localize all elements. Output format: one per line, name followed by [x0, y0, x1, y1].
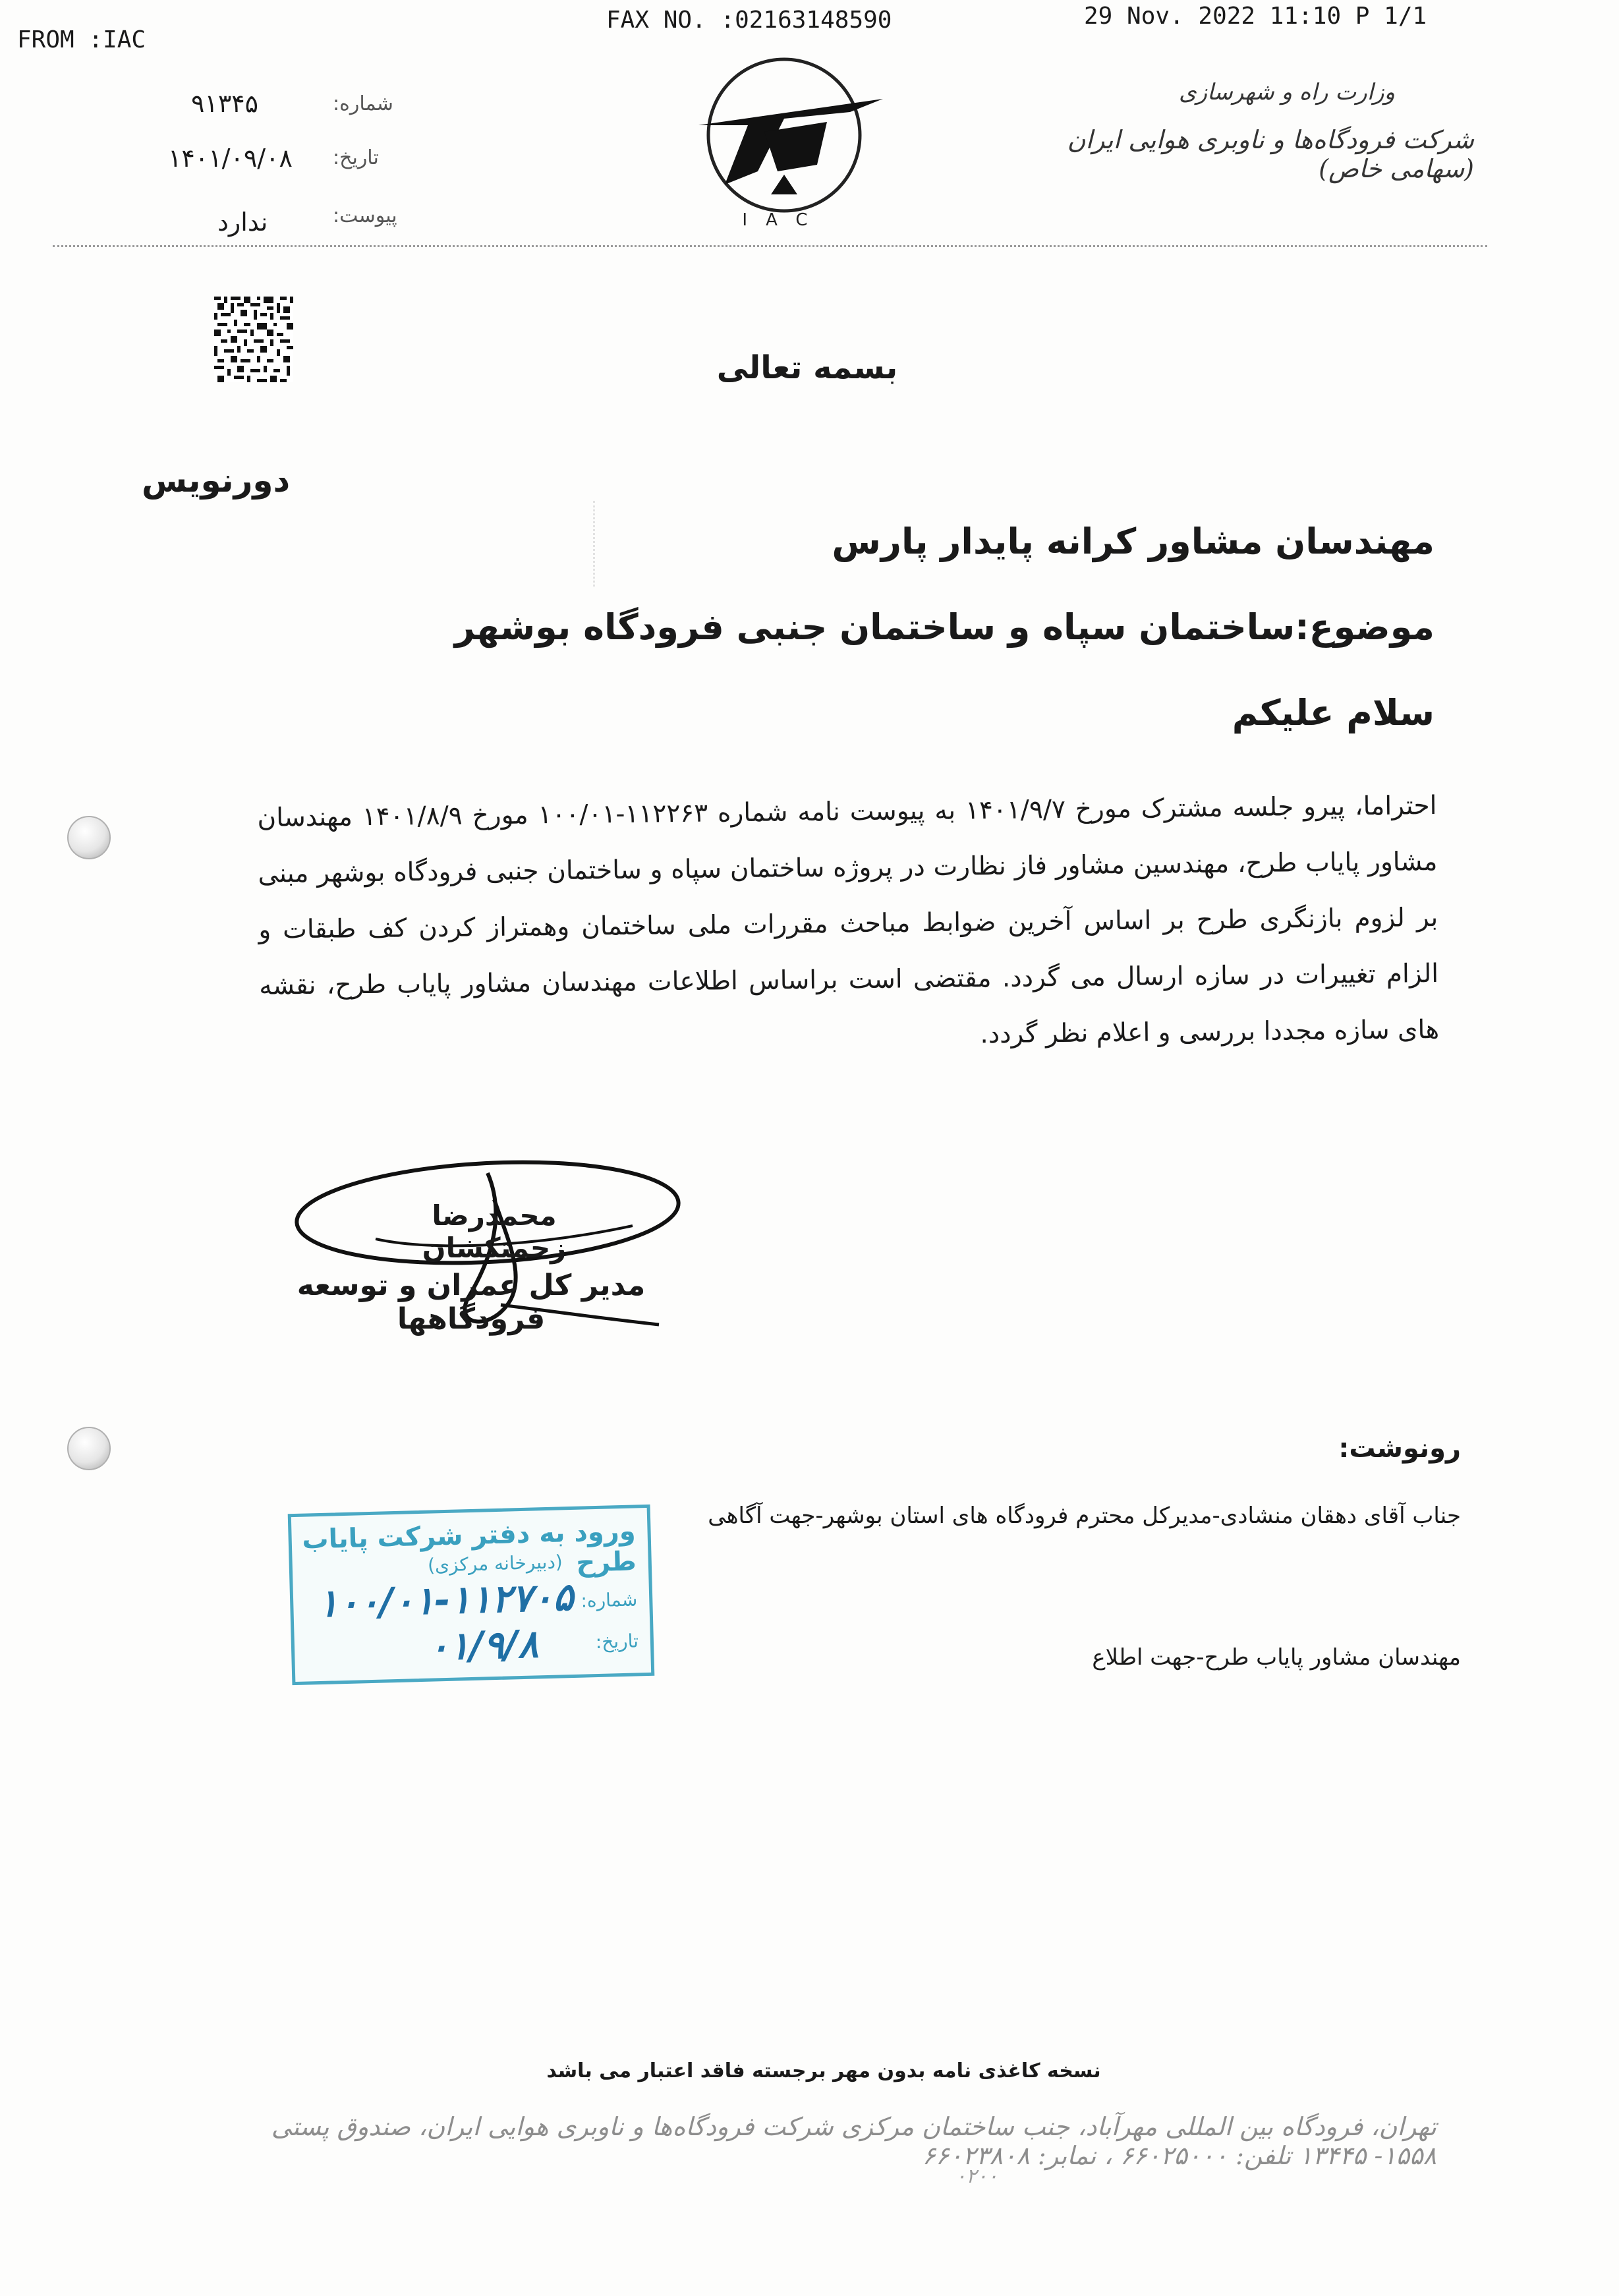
logo-text: IAC	[742, 210, 826, 230]
footer-continuation: ۰۲۰۰	[955, 2165, 998, 2188]
fax-number: FAX NO. :02163148590	[606, 7, 892, 34]
letter-number: ۹۱۳۴۵	[191, 89, 259, 118]
stamp-number-label: شماره:	[581, 1588, 638, 1612]
fax-datetime: 29 Nov. 2022 11:10 P 1/1	[1084, 3, 1427, 30]
qr-code	[214, 297, 293, 382]
cc-recipient-1: جناب آقای دهقان منشادی-مدیرکل محترم فرودگاه های استان بوشهر-جهت آگاهی	[708, 1503, 1461, 1529]
airport-company-logo	[685, 53, 883, 231]
subject-line: موضوع:ساختمان سپاه و ساختمان جنبی فرودگاه بوشهر	[454, 606, 1434, 648]
ministry-name: وزارت راه و شهرسازی	[1178, 79, 1395, 105]
punch-hole-top	[67, 816, 111, 859]
company-name: شرکت فرودگاه‌ها و ناوبری هوایی ایران (سهامی خاص)	[1067, 125, 1474, 183]
basmala-heading: بسمه تعالی	[716, 349, 898, 386]
stamp-date: ۰۱/۹/۸	[428, 1621, 539, 1669]
cc-recipient-2: مهندسان مشاور پایاب طرح-جهت اطلاع	[1092, 1644, 1461, 1671]
fax-copy-mark: دورنویس	[142, 461, 291, 500]
letter-attachment: ندارد	[217, 208, 268, 237]
receipt-stamp	[288, 1505, 655, 1685]
letter-date-label: تاریخ:	[333, 146, 379, 169]
footer-address: تهران، فرودگاه بین المللی مهرآباد، جنب ساختمان مرکزی شرکت فرودگاه‌ها و ناوبری هوایی ایران، صندوق پستی ۱۵۵۸- ۱۳۴۴۵ تلفن: ۶۶۰۲۵۰۰۰ ، نمابر: ۶۶۰۲۳۸۰۸	[271, 2112, 1436, 2170]
stamp-subtitle: (دبیرخانه مرکزی)	[427, 1551, 563, 1576]
fax-from: FROM :IAC	[17, 26, 146, 53]
recipient-line: مهندسان مشاور کرانه پایدار پارس	[832, 521, 1434, 562]
punch-hole-bottom	[67, 1427, 111, 1470]
letter-date: ۱۴۰۱/۰۹/۰۸	[168, 144, 293, 173]
stamp-title: ورود به دفتر شرکت پایاب طرح	[301, 1516, 637, 1578]
cc-heading: رونوشت:	[1338, 1433, 1461, 1464]
footer-validity-note: نسخه کاغذی نامه بدون مهر برجسته فاقد اعتبار می باشد	[546, 2059, 1101, 2082]
letter-attachment-label: پیوست:	[333, 204, 397, 227]
signer-name: محمدرضا زحمتکشان	[422, 1199, 567, 1264]
greeting-line: سلام علیکم	[1232, 692, 1434, 733]
stamp-number: ۱۰۰/۰۱-۱۱۲۷۰۵	[317, 1574, 575, 1626]
organization-header	[1000, 79, 1474, 183]
header-divider	[53, 245, 1487, 247]
letter-number-label: شماره:	[333, 92, 393, 115]
signer-title: مدیر کل عمران و توسعه فرودگاهها	[297, 1269, 646, 1336]
stamp-date-label: تاریخ:	[595, 1630, 639, 1653]
letter-body: احتراما، پیرو جلسه مشترک مورخ ۱۴۰۱/۹/۷ به پیوست نامه شماره ۱۱۲۲۶۳-۱۰۰/۰۱ مورخ ۱۴۰۱/۸/۹ مهندسان مشاور پایاب طرح، مهندسین مشاور فاز نظارت در پروژه ساختمان سپاه و ساختمان جنبی فرودگاه بوشهر مبنی بر لزوم بازنگری طرح بر اساس آخرین ضوابط مباحث مقررات ملی ساختمان وهمتراز کردن کف طبقات و الزام تغییرات در سازه ارسال می گردد. مقتضی است براساس اطلاعات مهندسان مشاور پایاب طرح، نقشه های سازه مجددا بررسی و اعلام نظر گردد.	[257, 790, 1440, 1050]
